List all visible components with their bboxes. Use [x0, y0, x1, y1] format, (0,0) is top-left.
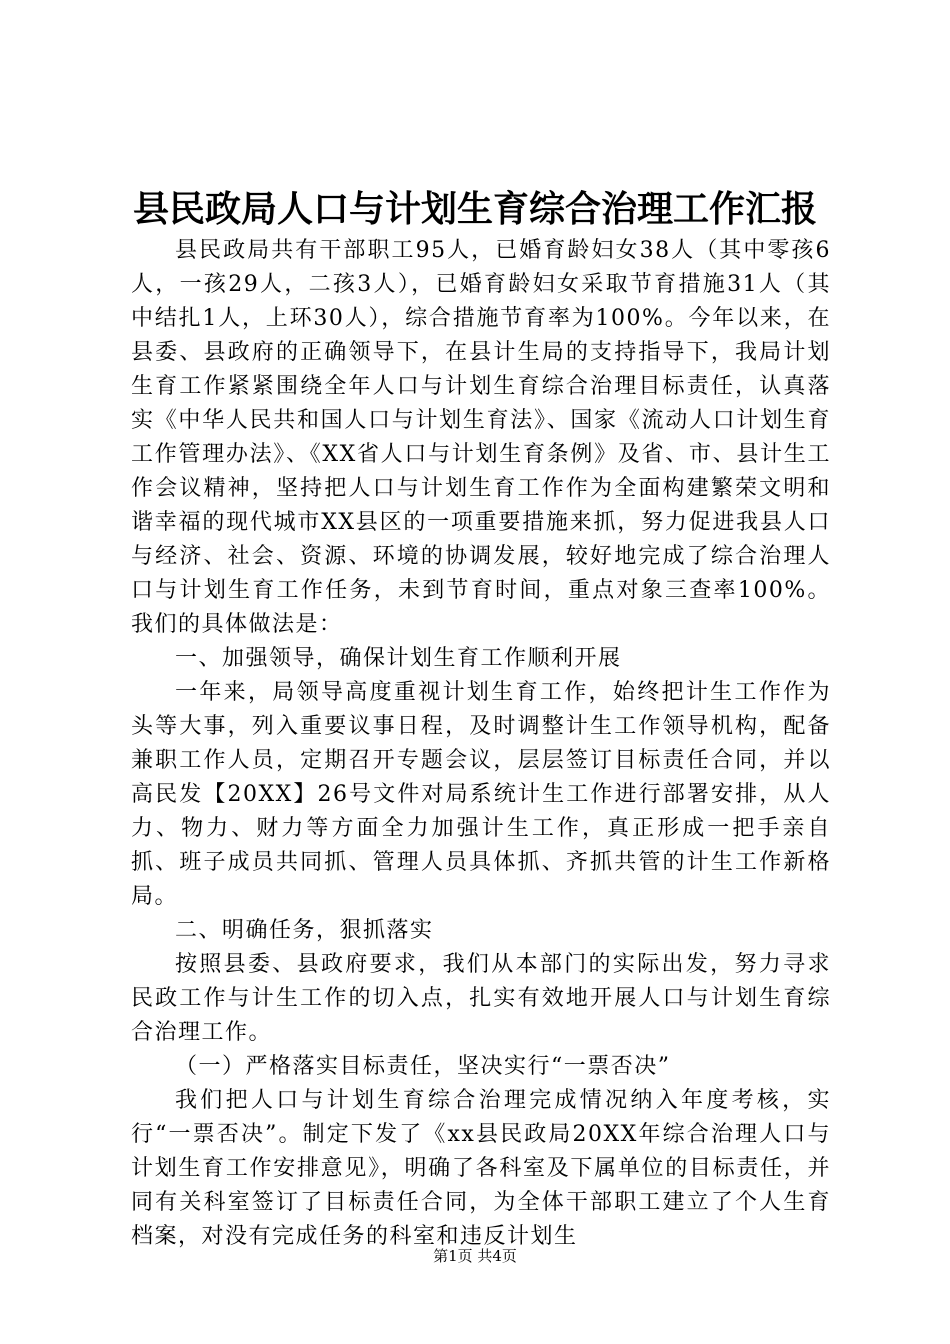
page-footer: 第1页 共4页: [433, 1247, 517, 1265]
section-heading-1: 一、加强领导，确保计划生育工作顺利开展: [175, 646, 622, 671]
subsection-1-paragraph: 我们把人口与计划生育综合治理完成情况纳入年度考核，实行“一票否决”。制定下发了《xx县民政局20XX年综合治理人口与计划生育工作安排意见》，明确了各科室及下属单位的目标责任，并同有关科室签订了目标责任合同，为全体干部职工建立了个人生育档案，对没有完成任务的科室和违反计划生: [131, 1088, 831, 1249]
section-1-paragraph: 一年来，局领导高度重视计划生育工作，始终把计生工作作为头等大事，列入重要议事日程，及时调整计生工作领导机构，配备兼职工作人员，定期召开专题会议，层层签订目标责任合同，并以高民发【20XX】26号文件对局系统计生工作进行部署安排，从人力、物力、财力等方面全力加强计生工作，真正形成一把手亲自抓、班子成员共同抓、管理人员具体抓、齐抓共管的计生工作新格局。: [131, 680, 831, 909]
document-body: [131, 234, 831, 1254]
subsection-heading-1: （一）严格落实目标责任，坚决实行“一票否决”: [175, 1054, 671, 1079]
section-heading-2: 二、明确任务，狠抓落实: [175, 918, 434, 943]
intro-paragraph: 县民政局共有干部职工95人，已婚育龄妇女38人（其中零孩6人，一孩29人，二孩3人），已婚育龄妇女采取节育措施31人（其中结扎1人，上环30人），综合措施节育率为100%。今年以来，在县委、县政府的正确领导下，在县计生局的支持指导下，我局计划生育工作紧紧围绕全年人口与计划生育综合治理目标责任，认真落实《中华人民共和国人口与计划生育法》、国家《流动人口计划生育工作管理办法》、《XX省人口与计划生育条例》及省、市、县计生工作会议精神，坚持把人口与计划生育工作作为全面构建繁荣文明和谐幸福的现代城市XX县区的一项重要措施来抓，努力促进我县人口与经济、社会、资源、环境的协调发展，较好地完成了综合治理人口与计划生育工作任务，未到节育时间，重点对象三查率100%。我们的具体做法是：: [131, 238, 831, 637]
document-title: 县民政局人口与计划生育综合治理工作汇报: [132, 188, 817, 230]
section-2-paragraph: 按照县委、县政府要求，我们从本部门的实际出发，努力寻求民政工作与计生工作的切入点，扎实有效地开展人口与计划生育综合治理工作。: [131, 952, 831, 1045]
